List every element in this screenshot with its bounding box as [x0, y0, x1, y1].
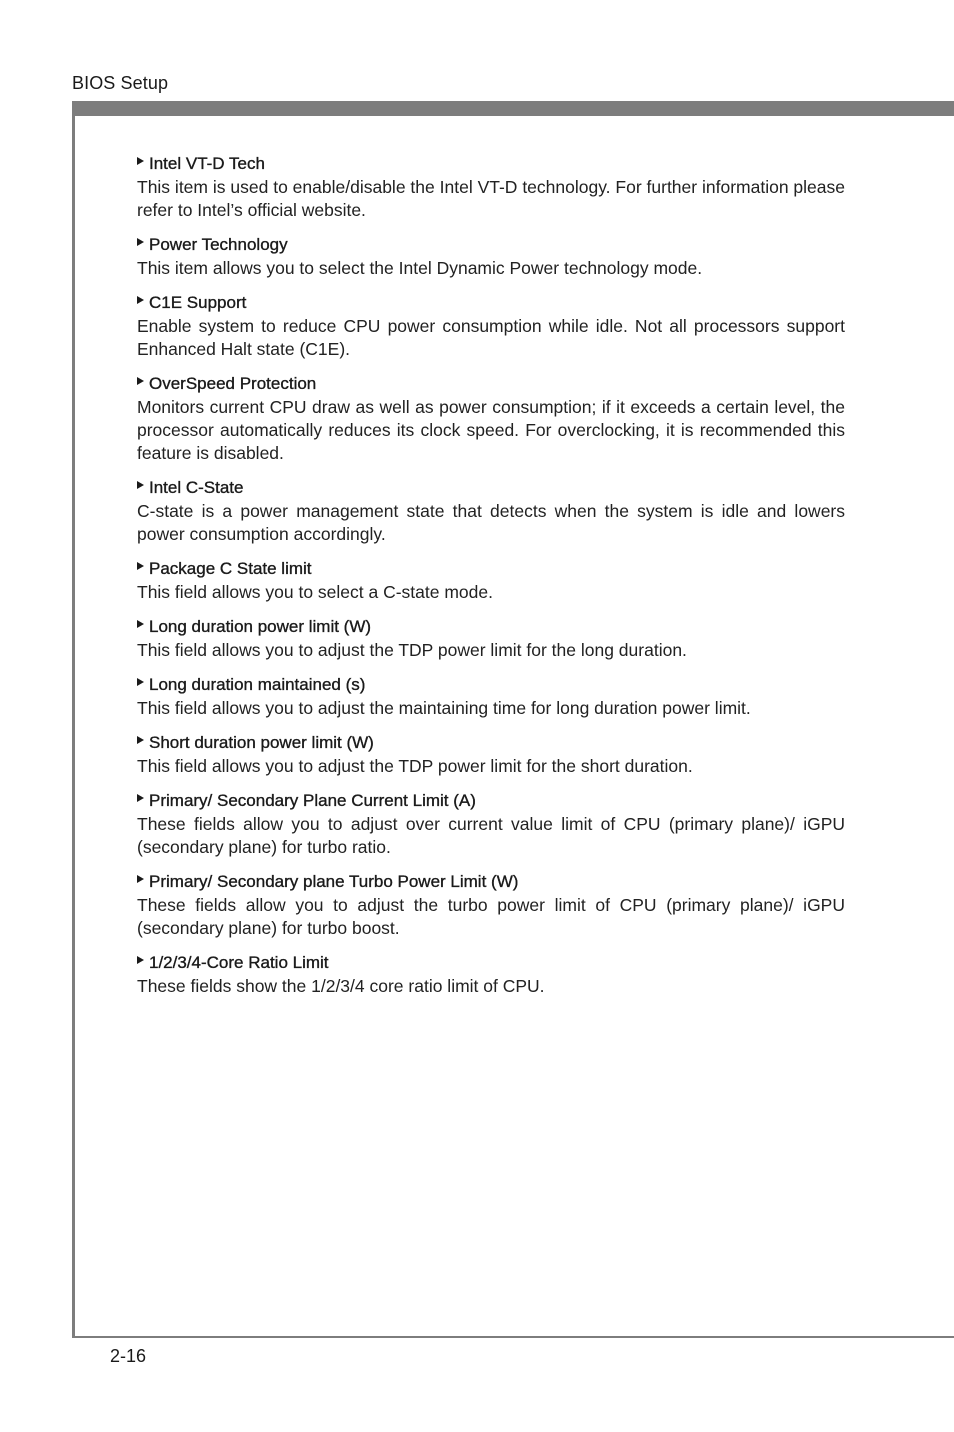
right-triangle-arrow-icon — [137, 481, 144, 489]
item-title: Long duration power limit (W) — [149, 617, 372, 636]
item-description: This field allows you to adjust the TDP power limit for the short duration. — [137, 756, 693, 776]
list-item — [137, 233, 845, 280]
list-item — [137, 951, 845, 998]
item-description: Enable system to reduce CPU power consumption while idle. Not all processors support Enhanced Halt state (C1E). — [137, 316, 845, 359]
right-triangle-arrow-icon — [137, 875, 144, 883]
item-description: These fields show the 1/2/3/4 core ratio limit of CPU. — [137, 976, 545, 996]
section-label: BIOS Setup — [72, 73, 169, 93]
list-item — [137, 152, 845, 222]
left-border-rule — [72, 101, 75, 1338]
list-item — [137, 476, 845, 546]
item-description: Monitors current CPU draw as well as power consumption; if it exceeds a certain level, the processor automatically reduces its clock speed. For overclocking, it is recommended this feature is disabled. — [137, 397, 845, 463]
item-description: These fields allow you to adjust the turbo power limit of CPU (primary plane)/ iGPU (secondary plane) for turbo boost. — [137, 895, 845, 938]
item-heading — [137, 789, 845, 813]
item-title: Primary/ Secondary Plane Current Limit (A) — [149, 791, 476, 810]
right-triangle-arrow-icon — [137, 736, 144, 744]
list-item — [137, 291, 845, 361]
page-number: 2-16 — [110, 1346, 147, 1366]
list-item — [137, 870, 845, 940]
list-item — [137, 372, 845, 465]
item-description: This field allows you to adjust the TDP power limit for the long duration. — [137, 640, 687, 660]
item-heading — [137, 291, 845, 315]
item-title: Primary/ Secondary plane Turbo Power Limit (W) — [149, 872, 519, 891]
item-heading — [137, 731, 845, 755]
item-title: Long duration maintained (s) — [149, 675, 366, 694]
item-description: This field allows you to adjust the maintaining time for long duration power limit. — [137, 698, 751, 718]
right-triangle-arrow-icon — [137, 620, 144, 628]
list-item — [137, 789, 845, 859]
list-item — [137, 673, 845, 720]
item-title: C1E Support — [149, 293, 247, 312]
item-heading — [137, 673, 845, 697]
item-title: OverSpeed Protection — [149, 374, 317, 393]
item-description: This item is used to enable/disable the Intel VT-D technology. For further information please refer to Intel’s official website. — [137, 177, 845, 220]
right-triangle-arrow-icon — [137, 377, 144, 385]
item-heading — [137, 557, 845, 581]
header-bar — [72, 101, 954, 116]
bottom-border-rule — [72, 1336, 954, 1338]
right-triangle-arrow-icon — [137, 238, 144, 246]
item-list — [137, 152, 845, 1009]
item-title: Intel C-State — [149, 478, 244, 497]
item-heading — [137, 870, 845, 894]
item-description: C-state is a power management state that detects when the system is idle and lowers power consumption accordingly. — [137, 501, 845, 544]
item-heading — [137, 372, 845, 396]
right-triangle-arrow-icon — [137, 296, 144, 304]
right-triangle-arrow-icon — [137, 157, 144, 165]
right-triangle-arrow-icon — [137, 956, 144, 964]
item-heading — [137, 615, 845, 639]
list-item — [137, 615, 845, 662]
item-title: Power Technology — [149, 235, 288, 254]
item-title: Short duration power limit (W) — [149, 733, 374, 752]
right-triangle-arrow-icon — [137, 794, 144, 802]
item-description: This field allows you to select a C-state mode. — [137, 582, 493, 602]
right-triangle-arrow-icon — [137, 562, 144, 570]
item-heading — [137, 233, 845, 257]
item-title: 1/2/3/4-Core Ratio Limit — [149, 953, 329, 972]
list-item — [137, 731, 845, 778]
item-title: Intel VT-D Tech — [149, 154, 265, 173]
item-title: Package C State limit — [149, 559, 312, 578]
list-item — [137, 557, 845, 604]
right-triangle-arrow-icon — [137, 678, 144, 686]
item-description: These fields allow you to adjust over current value limit of CPU (primary plane)/ iGPU (secondary plane) for turbo ratio. — [137, 814, 845, 857]
item-heading — [137, 152, 845, 176]
item-heading — [137, 476, 845, 500]
item-heading — [137, 951, 845, 975]
item-description: This item allows you to select the Intel Dynamic Power technology mode. — [137, 258, 703, 278]
